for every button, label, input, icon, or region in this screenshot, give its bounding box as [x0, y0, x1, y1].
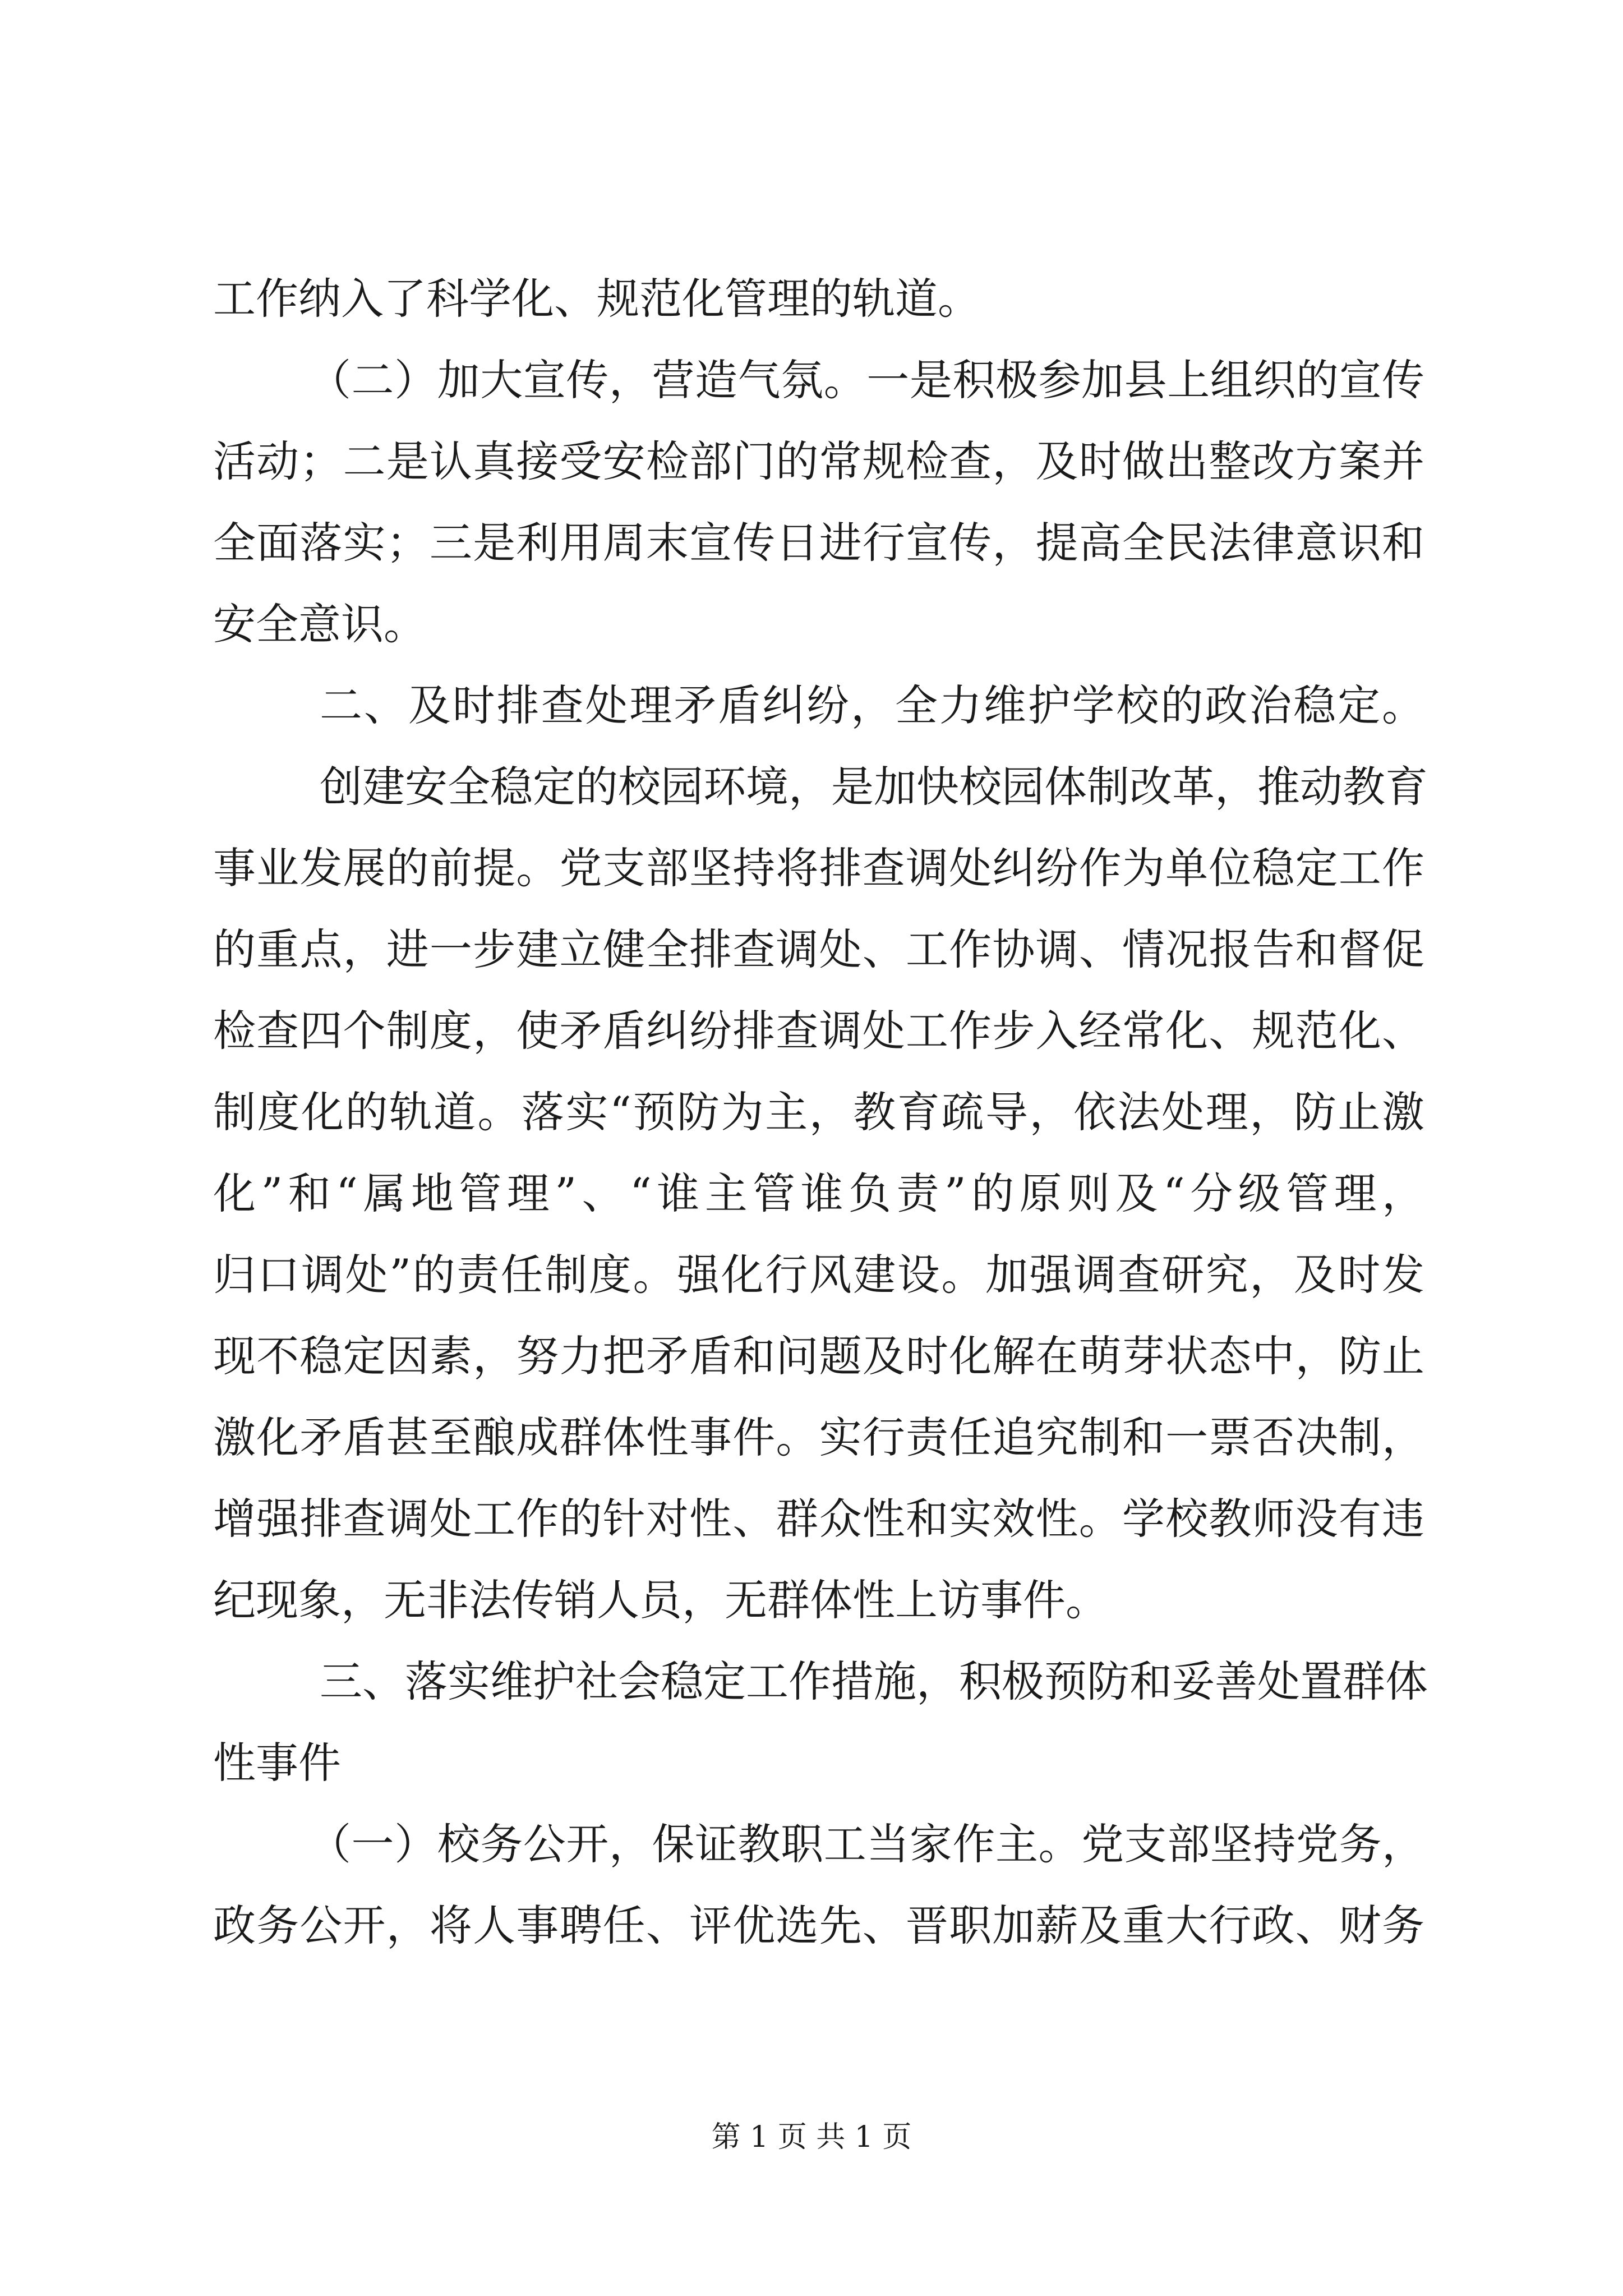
text-line: 纪现象，无非法传销人员，无群体性上访事件。 — [213, 1575, 1108, 1625]
text-line: 活动；二是认真接受安检部门的常规检查，及时做出整改方案并 — [213, 436, 1424, 486]
section-heading: 二、及时排查处理矛盾纠纷，全力维护学校的政治稳定。 — [320, 680, 1424, 730]
section-heading: 三、落实维护社会稳定工作措施，积极预防和妥善处置群体 — [320, 1657, 1428, 1706]
text-line: 创建安全稳定的校园环境，是加快校园体制改革，推动教育 — [320, 762, 1428, 812]
page-number-label: 第 1 页 共 1 页 — [711, 2120, 912, 2154]
text-line: 工作纳入了科学化、规范化管理的轨道。 — [213, 274, 980, 324]
text-line: 检查四个制度，使矛盾纠纷排查调处工作步入经常化、规范化、 — [213, 1006, 1424, 1056]
page-footer — [0, 2118, 1623, 2157]
text-line: 的重点，进一步建立健全排查调处、工作协调、情况报告和督促 — [213, 924, 1424, 974]
text-line: 安全意识。 — [213, 599, 426, 649]
text-line: 化”和“属地管理”、“谁主管谁负责”的原则及“分级管理， — [213, 1168, 1424, 1218]
text-line: 制度化的轨道。落实“预防为主，教育疏导，依法处理，防止激 — [213, 1087, 1424, 1137]
text-line: 事业发展的前提。党支部坚持将排查调处纠纷作为单位稳定工作 — [213, 843, 1424, 893]
body-text — [213, 258, 1428, 1966]
text-line: 性事件 — [213, 1738, 341, 1788]
text-line: （二）加大宣传，营造气氛。一是积极参加县上组织的宣传 — [308, 355, 1424, 405]
text-line: 激化矛盾甚至酿成群体性事件。实行责任追究制和一票否决制， — [213, 1412, 1424, 1462]
text-line: 政务公开，将人事聘任、评优选先、晋职加薪及重大行政、财务 — [213, 1901, 1424, 1950]
text-line: 归口调处”的责任制度。强化行风建设。加强调查研究，及时发 — [213, 1250, 1424, 1300]
text-line: 现不稳定因素，努力把矛盾和问题及时化解在萌芽状态中，防止 — [213, 1331, 1424, 1381]
text-line: 全面落实；三是利用周末宣传日进行宣传，提高全民法律意识和 — [213, 518, 1424, 568]
text-line: 增强排查调处工作的针对性、群众性和实效性。学校教师没有违 — [213, 1494, 1424, 1544]
text-line: （一）校务公开，保证教职工当家作主。党支部坚持党务， — [308, 1819, 1424, 1869]
